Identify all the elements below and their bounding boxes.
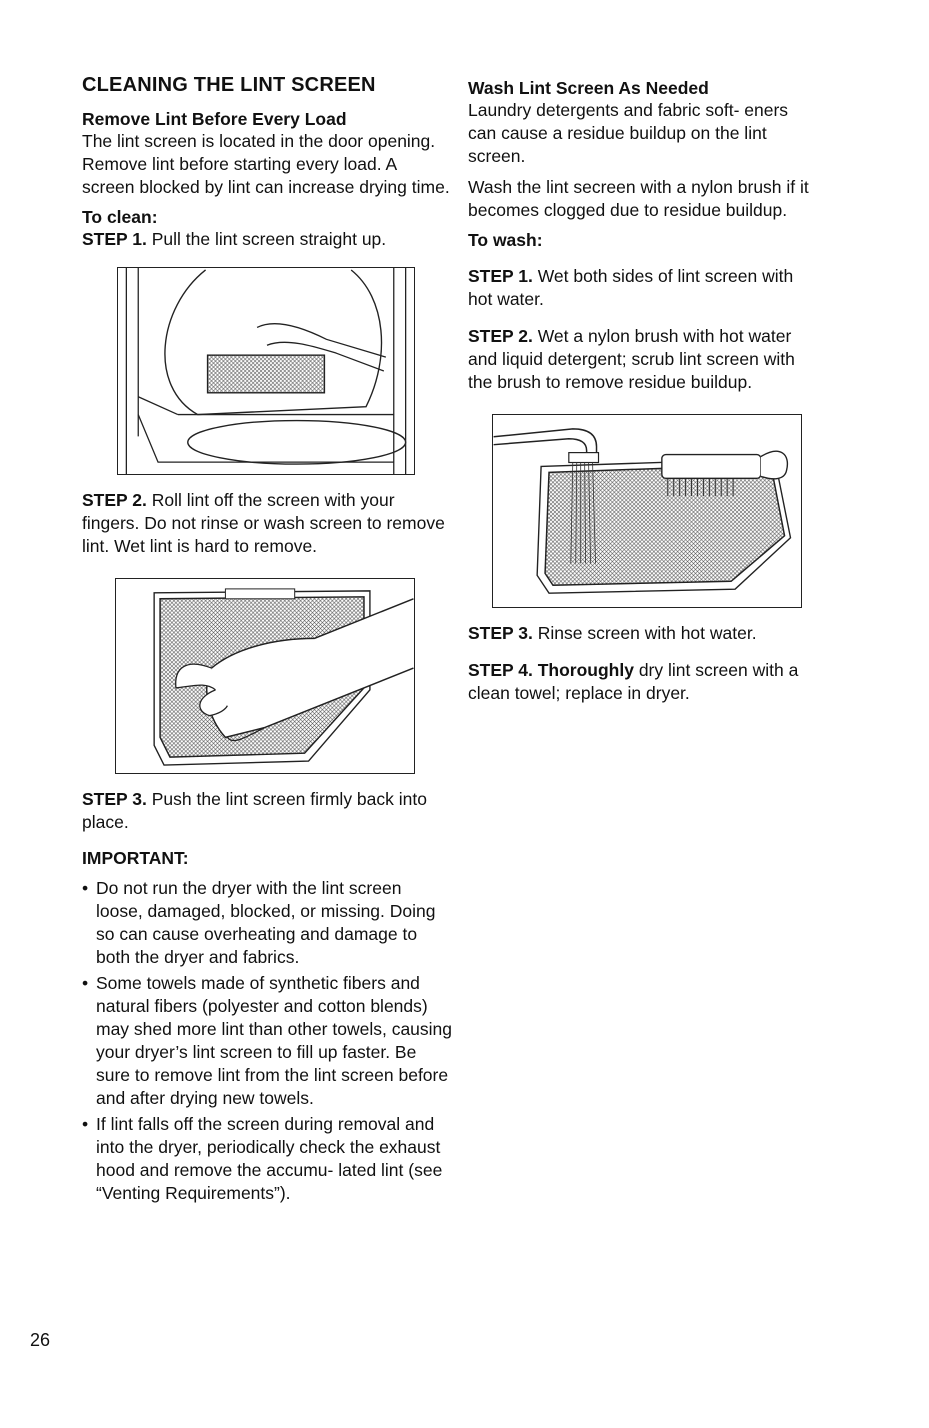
- figure-roll-lint: [115, 578, 415, 774]
- wash-step-4: STEP 4. Thoroughly dry lint screen with a clean towel; replace in dryer.: [468, 660, 799, 703]
- wash-step-3: STEP 3. Rinse screen with hot water.: [468, 623, 757, 643]
- wash-paragraph: Wash the lint secreen with a nylon brush if it becomes clogged due to residue buildup.: [468, 177, 809, 220]
- page-number: 26: [30, 1330, 51, 1350]
- residue-paragraph: Laundry detergents and fabric soft- eners can cause a residue buildup on the lint screen.: [468, 100, 789, 166]
- left-column: [82, 74, 452, 1208]
- figure-scrub-screen: [492, 414, 802, 608]
- section-title: CLEANING THE LINT SCREEN: [82, 74, 376, 96]
- clean-step-1: STEP 1. Pull the lint screen straight up.: [82, 229, 387, 249]
- clean-step-3: STEP 3. Push the lint screen firmly back into place.: [82, 789, 427, 832]
- subheading-wash-screen: Wash Lint Screen As Needed: [468, 78, 709, 98]
- list-item: • If lint falls off the screen during removal and into the dryer, periodically check the exhaust hood and remove the accumu- lated lint (see “Venting Requirements”).: [82, 1113, 452, 1205]
- list-item: • Do not run the dryer with the lint screen loose, damaged, blocked, or missing. Doing so can cause overheating and damage to both the dryer and fabrics.: [82, 877, 452, 969]
- list-item: • Some towels made of synthetic fibers and natural fibers (polyester and cotton blends) may shed more lint than other towels, causing your dryer’s lint screen to fill up faster. Be sure to remove lint from the lint screen before and after drying new towels.: [82, 972, 452, 1110]
- right-column: [468, 74, 818, 705]
- clean-step-2: STEP 2. Roll lint off the screen with your fingers. Do not rinse or wash screen to remove lint. Wet lint is hard to remove.: [82, 490, 445, 556]
- to-wash-heading: To wash:: [468, 230, 543, 250]
- wash-step-2: STEP 2. Wet a nylon brush with hot water and liquid detergent; scrub lint screen with the brush to remove residue buildup.: [468, 326, 795, 392]
- subheading-remove-lint: Remove Lint Before Every Load: [82, 109, 347, 129]
- dryer-door-illustration: [118, 268, 414, 474]
- brush-and-faucet-illustration: [493, 415, 801, 607]
- figure-pull-lint-screen: [117, 267, 415, 475]
- important-heading: IMPORTANT:: [82, 848, 189, 868]
- wash-step-1: STEP 1. Wet both sides of lint screen with hot water.: [468, 266, 794, 309]
- hand-rolling-lint-illustration: [116, 579, 414, 773]
- intro-paragraph: The lint screen is located in the door opening. Remove lint before starting every load. A screen blocked by lint can increase drying time.: [82, 131, 450, 197]
- to-clean-heading: To clean:: [82, 207, 158, 227]
- important-list: [82, 877, 452, 1205]
